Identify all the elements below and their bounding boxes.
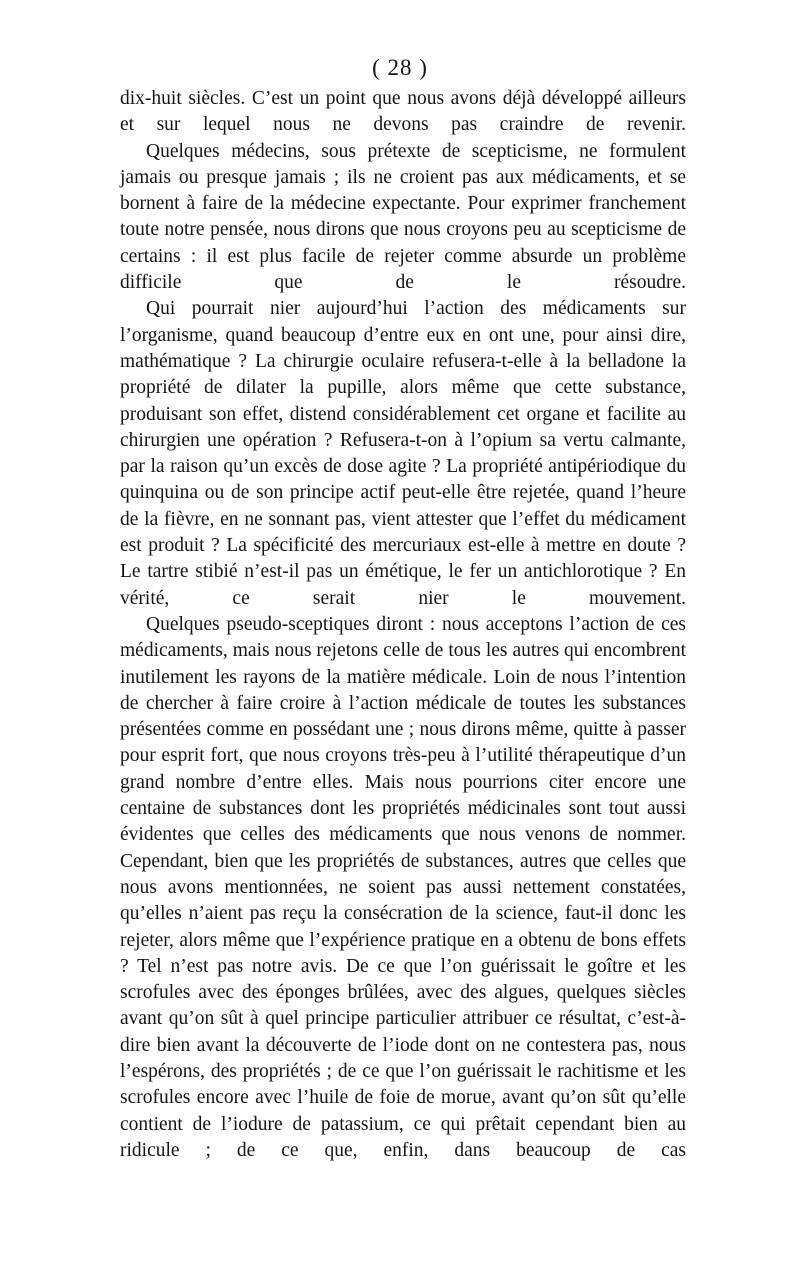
body-text xyxy=(120,86,686,1164)
paragraph-continuation: dix-huit siècles. C’est un point que nous avons déjà développé ailleurs et sur lequel nous ne devons pas craindre de revenir. xyxy=(120,88,686,136)
page-number: ( 28 ) xyxy=(372,55,428,80)
paragraph-scepticism: Quelques médecins, sous prétexte de scepticisme, ne formulent jamais ou presque jamais ; ils ne croient pas aux médicaments, et se bornent à faire de la médecine expectante. Pour exprimer franchement toute notre pensée, nous dirons que nous croyons peu au scepticisme de certains : il est plus facile de rejeter comme absurde un problème difficile que de le résoudre. xyxy=(120,140,686,294)
paragraph-medicament-action: Qui pourrait nier aujourd’hui l’action des médicaments sur l’organisme, quand beaucoup d’entre eux en ont une, pour ainsi dire, mathématique ? La chirurgie oculaire refusera-t-elle à la belladone la propriété de dilater la pupille, alors même que cette substance, produisant son effet, distend considérablement cet organe et facilite au chirurgien une opération ? Refusera-t-on à l’opium sa vertu calmante, par la raison qu’un excès de dose agite ? La propriété antipériodique du quinquina ou de son principe actif peut-elle être rejetée, quand l’heure de la fièvre, en ne sonnant pas, vient attester que l’effet du médicament est produit ? La spécificité des mercuriaux est-elle à mettre en doute ? Le tartre stibié n’est-il pas un émétique, le fer un antichlorotique ? En vérité, ce serait nier le mouvement. xyxy=(120,298,686,609)
paragraph-pseudo-sceptics: Quelques pseudo-sceptiques diront : nous acceptons l’action de ces médicaments, mais nous rejetons celle de tous les autres qui encombrent inutilement les rayons de la matière médicale. Loin de nous l’intention de chercher à faire croire à l’action médicale de toutes les substances présentées comme en possédant une ; nous dirons même, quitte à passer pour esprit fort, que nous croyons très-peu à l’utilité thérapeutique d’un grand nombre d’entre elles. Mais nous pourrions citer encore une centaine de substances dont les propriétés médicinales sont tout aussi évidentes que celles des médicaments que nous venons de nommer. Cependant, bien que les propriétés de substances, autres que celles que nous avons mentionnées, ne soient pas aussi nettement constatées, qu’elles n’aient pas reçu la consécration de la science, faut-il donc les rejeter, alors même que l’expérience pratique en a obtenu de bons effets ? Tel n’est pas notre avis. De ce que l’on guérissait le goître et les scrofules avec des éponges brûlées, avec des algues, quelques siècles avant qu’on sût à quel principe particulier attribuer ce résultat, c’est-à-dire bien avant la découverte de l’iode dont on ne contestera pas, nous l’espérons, des propriétés ; de ce que l’on guérissait le rachitisme et les scrofules encore avec l’huile de foie de morue, avant qu’on sût qu’elle contient de l’iodure de patassium, ce qui prêtait cependant bien au ridicule ; de ce que, enfin, dans beaucoup de cas xyxy=(120,613,686,1161)
